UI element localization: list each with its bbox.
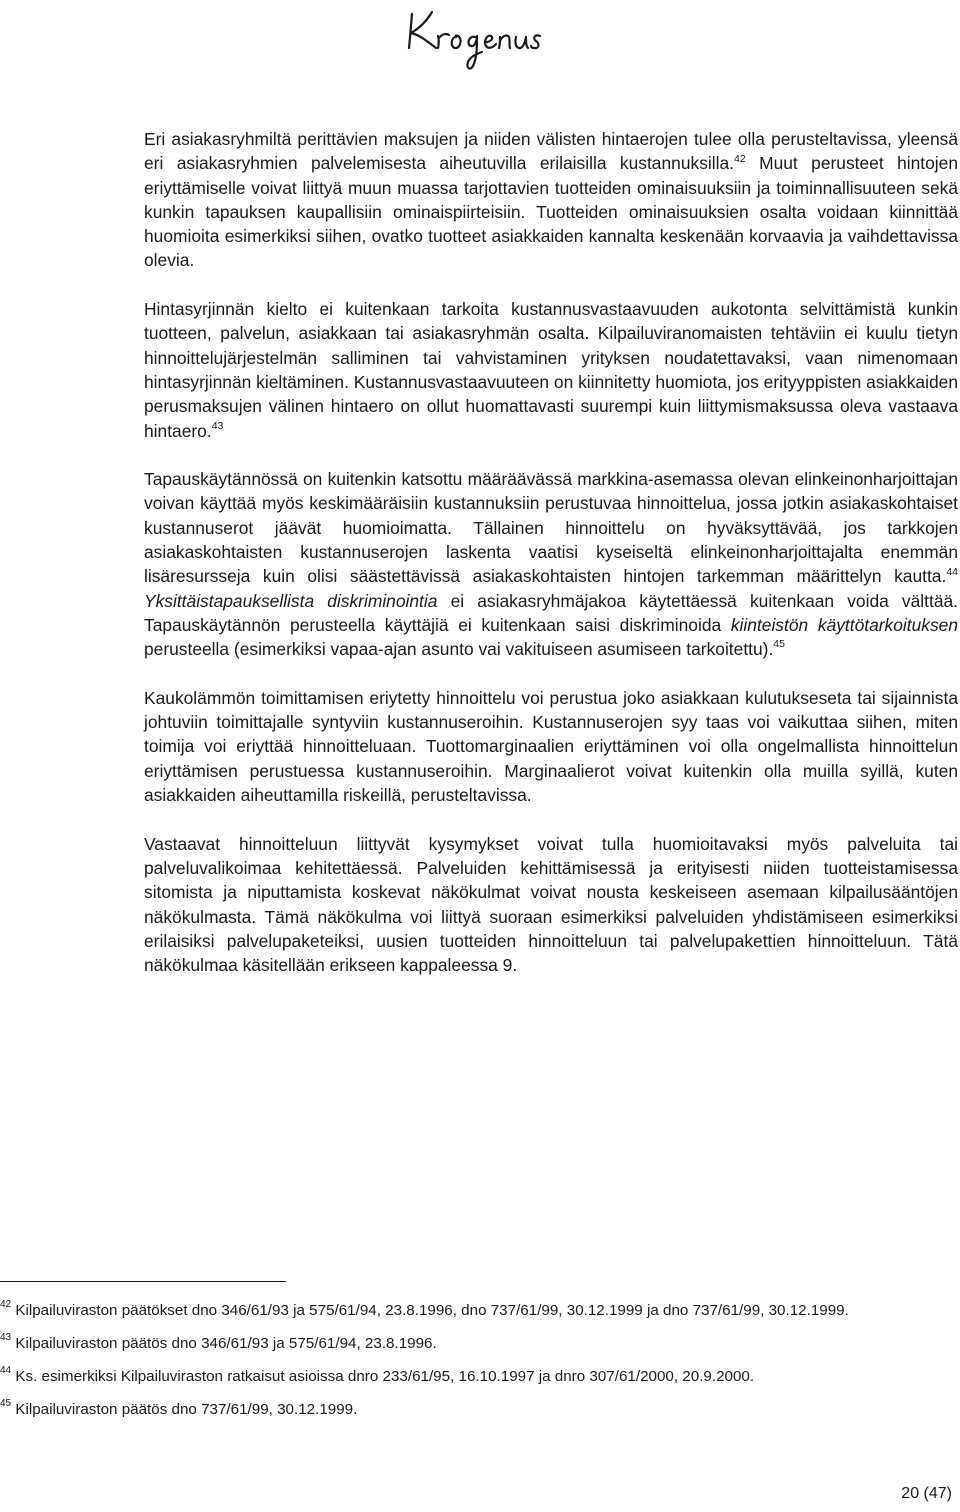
- paragraph-text: perusteella (esimerkiksi vapaa-ajan asunto vai vakituiseen asumiseen tarkoitettu).: [144, 639, 774, 660]
- footnote-number: 44: [0, 1364, 12, 1376]
- footnotes: [0, 1300, 960, 1432]
- paragraph: [144, 127, 958, 273]
- krogerus-logo: [398, 4, 568, 74]
- paragraph-text: Hintasyrjinnän kielto ei kuitenkaan tarkoita kustannusvastaavuuden aukotonta selvittämistä kunkin tuotteen, palvelun, asiakkaan tai asiakasryhmän osalta. Kilpailuviranomaisten tehtäviin ei kuulu tietyn hinnoittelujärjestelmän salliminen tai vahvistaminen yrityksen noudatettavaksi, vaan nimenomaan hintasyrjinnän kieltäminen. Kustannusvastaavuuteen on kiinnitetty huomiota, jos erityyppisten asiakkaiden perusmaksujen välinen hintaero on ollut huomattavasti suurempi kuin liittymismaksussa oleva vastaava hintaero.: [144, 299, 958, 441]
- paragraph-text: ei asiakasryhmäjakoa käytettäessä kuitenkaan voida välttää. Tapauskäytännön perusteella käyttäjiä ei kuitenkaan saisi diskriminoida: [144, 590, 958, 635]
- krogerus-logo-mark: [398, 4, 568, 74]
- footnote: [0, 1333, 960, 1355]
- footnote-number: 42: [0, 1298, 12, 1310]
- footnote-text: Ks. esimerkiksi Kilpailuviraston ratkaisut asioissa dnro 233/61/95, 16.10.1997 ja dnro 307/61/2000, 20.9.2000.: [11, 1368, 755, 1385]
- footnote-text: Kilpailuviraston päätös dno 737/61/99, 30.12.1999.: [11, 1401, 358, 1418]
- paragraph-text: Vastaavat hinnoitteluun liittyvät kysymykset voivat tulla huomioitavaksi myös palveluita tai palveluvalikoimaa kehitettäessä. Palveluiden kehittämisessä ja erityisesti niiden tuotteistamisessa sitomista ja niputtamista koskevat näkökulmat voivat nousta keskeiseen asemaan kilpailusääntöjen näkökulmasta. Tämä näkökulma voi liittyä suoraan esimerkiksi palveluiden yhdistämiseen esimerkiksi erilaisiksi palvelupaketeiksi, uusien tuotteiden hinnoitteluun tai palvelupakettien hinnoitteluun. Tätä näkökulmaa käsitellään erikseen kappaleessa 9.: [144, 833, 958, 976]
- emphasized-text: Yksittäistapauksellista diskriminointia: [144, 590, 438, 611]
- page-number: 20 (47): [901, 1485, 952, 1502]
- footnote-text: Kilpailuviraston päätös dno 346/61/93 ja 575/61/94, 23.8.1996.: [11, 1335, 437, 1352]
- body-text: [144, 127, 958, 1002]
- emphasized-text: kiinteistön käyttötarkoituksen: [730, 614, 959, 635]
- footnote-text: Kilpailuviraston päätökset dno 346/61/93 ja 575/61/94, 23.8.1996, dno 737/61/99, 30.12.1999 ja dno 737/61/99, 30.12.1999.: [11, 1302, 849, 1319]
- paragraph-text: Eri asiakasryhmiltä perittävien maksujen ja niiden välisten hintaerojen tulee olla perusteltavissa, yleensä eri asiakasryhmien palvelemisesta aiheutuvilla erilaisilla kustannuksilla.: [144, 129, 958, 174]
- footnote: [0, 1300, 960, 1322]
- paragraph: [144, 467, 958, 661]
- footnote-reference: 43: [211, 419, 224, 432]
- footnote-divider: [0, 1281, 286, 1282]
- paragraph: [144, 686, 958, 807]
- paragraph-text: Tapauskäytännössä on kuitenkin katsottu määräävässä markkina-asemassa olevan elinkeinonharjoittajan voivan käyttää myös keskimääräisiin kustannuksiin perustuvaa hinnoittelua, jossa jotkin asiakaskohtaiset kustannuserot jäävät huomioimatta. Tällainen hinnoittelu on hyväksyttävää, jos tarkkojen asiakaskohtaisten kustannuserojen laskenta vaatisi kyseiseltä elinkeinonharjoittajalta enemmän lisäresursseja kuin olisi säästettävissä asiakaskohtaisten hintojen tarkemman määrittelyn kautta.: [144, 469, 958, 587]
- footnote: [0, 1366, 960, 1388]
- footnote-reference: 42: [733, 152, 746, 165]
- footnote-number: 45: [0, 1397, 12, 1409]
- footnote-reference: 45: [773, 638, 785, 651]
- footnote: [0, 1399, 960, 1421]
- paragraph: [144, 297, 958, 443]
- paragraph-text: Muut perusteet hintojen eriyttämiselle voivat liittyä muun muassa tarjottavien tuotteiden ominaisuuksiin ja toiminnallisuuteen sekä kunkin tapauksen kaupallisiin ominaispiirteisiin. Tuotteiden ominaisuuksien osalta voidaan kiinnittää huomioita esimerkiksi siihen, ovatko tuotteet asiakkaiden kannalta keskenään korvaavia ja vaihdettavissa olevia.: [144, 153, 958, 271]
- footnote-number: 43: [0, 1331, 12, 1343]
- paragraph: [144, 832, 958, 978]
- paragraph-text: Kaukolämmön toimittamisen eriytetty hinnoittelu voi perustua joko asiakkaan kulutukseseta tai sijainnista johtuviin toimittajalle syntyviin kustannuseroihin. Kustannuserojen syy taas voi vaikuttaa siihen, miten toimija voi eriyttää hinnoitteluaan. Tuottomarginaalien eriyttäminen voi olla ongelmallista hinnoittelun eriyttämisen perustuessa kustannuseroihin. Marginaalierot voivat kuitenkin olla muilla syillä, kuten asiakkaiden aiheuttamilla riskeillä, perusteltavissa.: [144, 687, 958, 806]
- footnote-reference: 44: [946, 565, 958, 578]
